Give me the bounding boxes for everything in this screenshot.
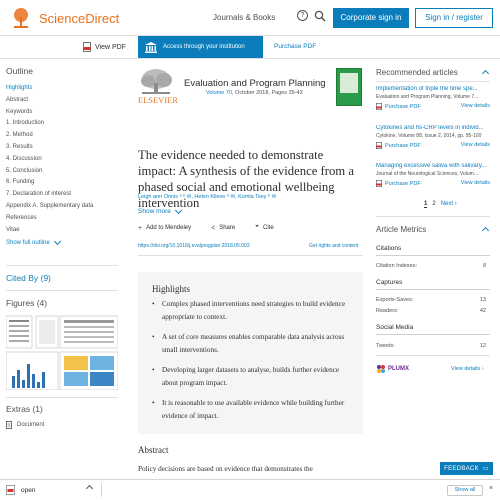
signin-register-button[interactable]: Sign in / register xyxy=(415,8,493,28)
recommended-article-actions xyxy=(376,103,490,110)
figures-title: Figures (4) xyxy=(6,298,48,308)
view-pdf-label: View PDF xyxy=(95,43,126,51)
help-icon[interactable]: ? xyxy=(297,10,308,21)
citation-indexes-row xyxy=(376,263,486,269)
purchase-pdf-label: Purchase PDF xyxy=(385,103,421,110)
publisher-name: ELSEVIER xyxy=(138,96,179,105)
recommended-pagination xyxy=(424,201,457,207)
pdf-file-icon xyxy=(6,485,15,495)
outline-item[interactable]: 1. Introduction xyxy=(6,120,45,127)
readers-value: 42 xyxy=(479,308,486,314)
purchase-pdf-label: Purchase PDF xyxy=(385,180,421,187)
journals-books-link[interactable]: Journals & Books xyxy=(213,13,276,22)
exports-saves-value: 13 xyxy=(479,297,486,303)
volume-link[interactable]: Volume 70 xyxy=(206,90,232,96)
outline-title: Outline xyxy=(6,66,33,76)
exports-saves-row xyxy=(376,297,486,303)
divider xyxy=(101,483,102,497)
recommended-title: Recommended articles xyxy=(376,68,458,77)
outline-item[interactable]: 2. Method xyxy=(6,132,33,139)
purchase-pdf-label: Purchase PDF xyxy=(385,142,421,149)
extras-title: Extras (1) xyxy=(6,404,43,414)
highlights-list xyxy=(152,298,352,430)
journal-title[interactable]: Evaluation and Program Planning xyxy=(184,78,326,89)
divider xyxy=(376,81,490,82)
cite-label: Cite xyxy=(263,225,274,231)
institution-icon xyxy=(145,42,157,53)
elsevier-tree-icon xyxy=(8,7,34,29)
tweets-row xyxy=(376,343,486,349)
highlight-item: • A set of core measures enables comparable data analysis across small interventions. xyxy=(152,331,352,356)
plumx-logo[interactable] xyxy=(376,364,409,374)
recommended-article xyxy=(376,86,490,110)
show-more-label: Show more xyxy=(138,208,171,215)
highlight-item: • Complex phased interventions need strategies to build evidence appropriate to context. xyxy=(152,298,352,323)
divider xyxy=(376,355,490,356)
article-metrics-title: Article Metrics xyxy=(376,225,427,234)
browser-download-bar xyxy=(0,479,500,500)
chevron-down-icon xyxy=(175,206,182,213)
pdf-icon xyxy=(376,142,382,149)
show-all-button[interactable]: Show all xyxy=(447,485,483,496)
rights-link[interactable]: Get rights and content xyxy=(309,243,359,249)
close-icon[interactable]: × xyxy=(489,485,494,492)
article-toolbar xyxy=(0,36,500,59)
show-more-button[interactable] xyxy=(138,208,181,215)
volume-details: , October 2018, Pages 35-43 xyxy=(232,90,303,96)
article-actions xyxy=(138,224,294,232)
recommended-article-source: Journal of the Neurological Sciences, Volum... xyxy=(376,171,478,177)
highlight-item: • Developing larger datasets to analyse, builds further evidence about program impact. xyxy=(152,364,352,389)
metrics-view-details-label: View details xyxy=(451,366,481,372)
view-details-link[interactable]: View details xyxy=(460,103,490,109)
cited-by-link[interactable]: Cited By (9) xyxy=(6,273,51,283)
recommended-article xyxy=(376,163,490,187)
doi-link[interactable]: https://doi.org/10.1016/j.evalprogplan.2018.05.003 xyxy=(138,243,250,249)
outline-item[interactable]: Highlights xyxy=(6,85,33,91)
share-button[interactable] xyxy=(211,225,245,232)
purchase-pdf-button[interactable] xyxy=(376,103,421,110)
view-pdf-button[interactable] xyxy=(83,42,126,52)
abstract-title: Abstract xyxy=(138,445,169,455)
outline-item[interactable]: 5. Conclusion xyxy=(6,167,43,174)
exports-saves-label: Exports-Saves: xyxy=(376,297,414,303)
view-details-link[interactable]: View details xyxy=(460,180,490,186)
chat-bubble-icon: ▭ xyxy=(482,466,489,472)
recommended-article-title[interactable]: Managing excessive saliva with salivary... xyxy=(376,163,487,169)
pdf-icon xyxy=(376,103,382,110)
author-list[interactable]: Leigh ann Onnis ᵃ ᵇ ✉, Helen Klieve ᵇ ✉, Komla Tsey ᵇ ✉ xyxy=(138,194,277,200)
search-icon[interactable] xyxy=(314,10,326,22)
highlight-item: • It is reasonable to use available evidence while building further evidence of impact. xyxy=(152,397,352,422)
add-mendeley-label: Add to Mendeley xyxy=(146,225,192,231)
highlights-title: Highlights xyxy=(152,284,191,294)
readers-row xyxy=(376,308,486,314)
journal-cover-image[interactable] xyxy=(336,68,362,106)
outline-item[interactable]: 7. Declaration of interest xyxy=(6,191,72,198)
quote-icon: ❞ xyxy=(255,225,260,232)
chevron-up-icon[interactable] xyxy=(86,485,93,492)
outline-panel xyxy=(6,66,121,246)
outline-item[interactable]: Vitae xyxy=(6,226,20,233)
download-item[interactable] xyxy=(6,485,35,495)
feedback-label: FEEDBACK xyxy=(444,465,479,472)
download-file-name: open xyxy=(21,486,36,494)
feedback-button[interactable] xyxy=(440,462,493,475)
outline-item[interactable]: Keywords xyxy=(6,108,33,115)
pdf-icon xyxy=(83,42,91,52)
show-full-outline-label: Show full outline xyxy=(6,240,50,247)
outline-item[interactable]: Abstract xyxy=(6,96,29,103)
next-page-button[interactable]: Next xyxy=(440,201,454,207)
divider xyxy=(6,265,118,266)
page-1-button[interactable]: 1 xyxy=(424,201,428,207)
outline-item[interactable]: 3. Results xyxy=(6,143,33,150)
recommended-article-source: Cytokine, Volume 88, Issue 2, 2014, pp. 95-100 xyxy=(376,133,482,139)
cover-inset xyxy=(340,73,358,93)
journal-volume xyxy=(206,90,303,96)
recommended-article-title[interactable]: Implementation of triple the time spe... xyxy=(376,86,478,92)
divider xyxy=(138,255,363,256)
access-institution-button[interactable] xyxy=(138,36,263,58)
outline-item[interactable]: References xyxy=(6,214,37,221)
tweets-value: 12 xyxy=(479,343,486,349)
corporate-signin-button[interactable]: Corporate sign in xyxy=(333,8,409,28)
cite-button[interactable] xyxy=(255,224,283,232)
divider xyxy=(6,290,118,291)
social-media-heading: Social Media xyxy=(376,324,490,335)
outline-item[interactable]: 4. Discussion xyxy=(6,155,42,162)
recommended-article xyxy=(376,125,490,149)
highlights-box xyxy=(138,272,363,434)
chevron-down-icon xyxy=(54,238,61,245)
top-header xyxy=(0,0,500,36)
plumx-icon xyxy=(376,364,386,374)
readers-label: Readers: xyxy=(376,308,399,314)
share-label: Share xyxy=(219,225,236,231)
captures-heading: Captures xyxy=(376,279,490,290)
citation-indexes-value: 8 xyxy=(482,263,486,269)
access-label: Access through your institution xyxy=(163,44,245,50)
recommended-article-title[interactable]: Cytokines and hs-CRP levels in individ... xyxy=(376,125,484,131)
brand-name: ScienceDirect xyxy=(39,10,120,26)
citation-indexes-label: Citation Indexes: xyxy=(376,263,417,269)
purchase-pdf-link[interactable]: Purchase PDF xyxy=(274,43,317,50)
tweets-label: Tweets: xyxy=(376,343,395,349)
document-label: Document xyxy=(17,422,45,428)
chevron-right-icon[interactable]: › xyxy=(453,201,457,207)
pdf-icon xyxy=(376,180,382,187)
recommended-article-actions xyxy=(376,180,490,187)
purchase-pdf-button[interactable] xyxy=(376,180,421,187)
plumx-label: PLUMX xyxy=(388,366,409,372)
recommended-header[interactable] xyxy=(376,68,490,77)
outline-item[interactable]: 6. Funding xyxy=(6,179,35,186)
figure-thumbnails[interactable] xyxy=(6,314,118,390)
abstract-text: Policy decisions are based on evidence that demonstrates the xyxy=(138,465,313,473)
share-icon: < xyxy=(211,224,216,232)
divider xyxy=(6,397,118,398)
document-icon xyxy=(6,421,12,429)
recommended-article-actions xyxy=(376,142,490,149)
page-2-button[interactable]: 2 xyxy=(432,201,436,207)
purchase-pdf-button[interactable] xyxy=(376,142,421,149)
extras-document-link[interactable] xyxy=(6,421,44,429)
article-metrics-header[interactable] xyxy=(376,225,490,234)
metrics-view-details-link[interactable]: View details › xyxy=(451,366,484,372)
plus-icon: + xyxy=(138,224,143,232)
citations-heading: Citations xyxy=(376,245,490,256)
article-title: The evidence needed to demonstrate impact: A synthesis of the evidence from a phased social and emotional wellbeing intervention xyxy=(138,148,354,210)
view-details-link[interactable]: View details xyxy=(460,142,490,148)
divider xyxy=(376,216,490,217)
sciencedirect-logo[interactable] xyxy=(8,7,119,29)
outline-item[interactable]: Appendix A. Supplementary data xyxy=(6,202,94,209)
add-mendeley-button[interactable] xyxy=(138,225,201,232)
show-full-outline-button[interactable] xyxy=(6,240,121,246)
recommended-article-source: Evaluation and Program Planning, Volume 7... xyxy=(376,94,479,100)
